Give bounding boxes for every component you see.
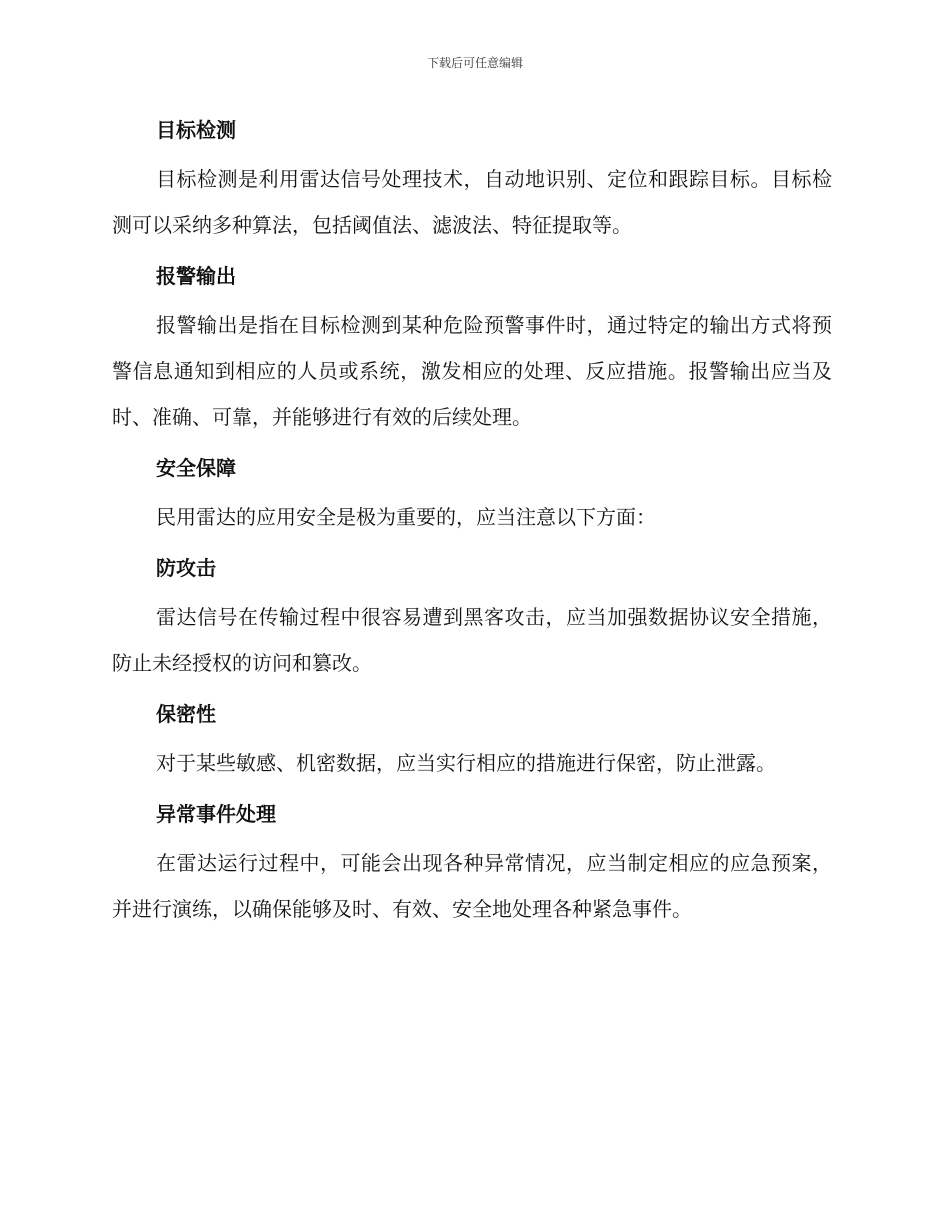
- section-heading-alarm-output: 报警输出: [156, 264, 236, 288]
- section-heading-security: 安全保障: [156, 456, 236, 480]
- section-body-exception-handling: 在雷达运行过程中，可能会出现各种异常情况，应当制定相应的应急预案，并进行演练，以确保能够及时、有效、安全地处理各种紧急事件。: [112, 851, 832, 921]
- header-note: 下载后可任意编辑: [426, 56, 523, 70]
- section-body-alarm-output: 报警输出是指在目标检测到某种危险预警事件时，通过特定的输出方式将预警信息通知到相应的人员或系统，激发相应的处理、反应措施。报警输出应当及时、准确、可靠，并能够进行有效的后续处理。: [112, 313, 832, 429]
- section-heading-confidentiality: 保密性: [156, 702, 216, 726]
- section-heading-anti-attack: 防攻击: [156, 556, 216, 580]
- document-body: [112, 110, 832, 940]
- section-body-target-detection: 目标检测是利用雷达信号处理技术，自动地识别、定位和跟踪目标。目标检测可以采纳多种算法，包括阈值法、滤波法、特征提取等。: [112, 167, 832, 237]
- section-heading-exception-handling: 异常事件处理: [156, 802, 276, 826]
- section-heading-target-detection: 目标检测: [156, 118, 236, 142]
- section-body-security: 民用雷达的应用安全是极为重要的，应当注意以下方面：: [156, 505, 656, 529]
- section-body-anti-attack: 雷达信号在传输过程中很容易遭到黑客攻击，应当加强数据协议安全措施，防止未经授权的访问和篡改。: [112, 605, 832, 675]
- section-body-confidentiality: 对于某些敏感、机密数据，应当实行相应的措施进行保密，防止泄露。: [156, 751, 776, 775]
